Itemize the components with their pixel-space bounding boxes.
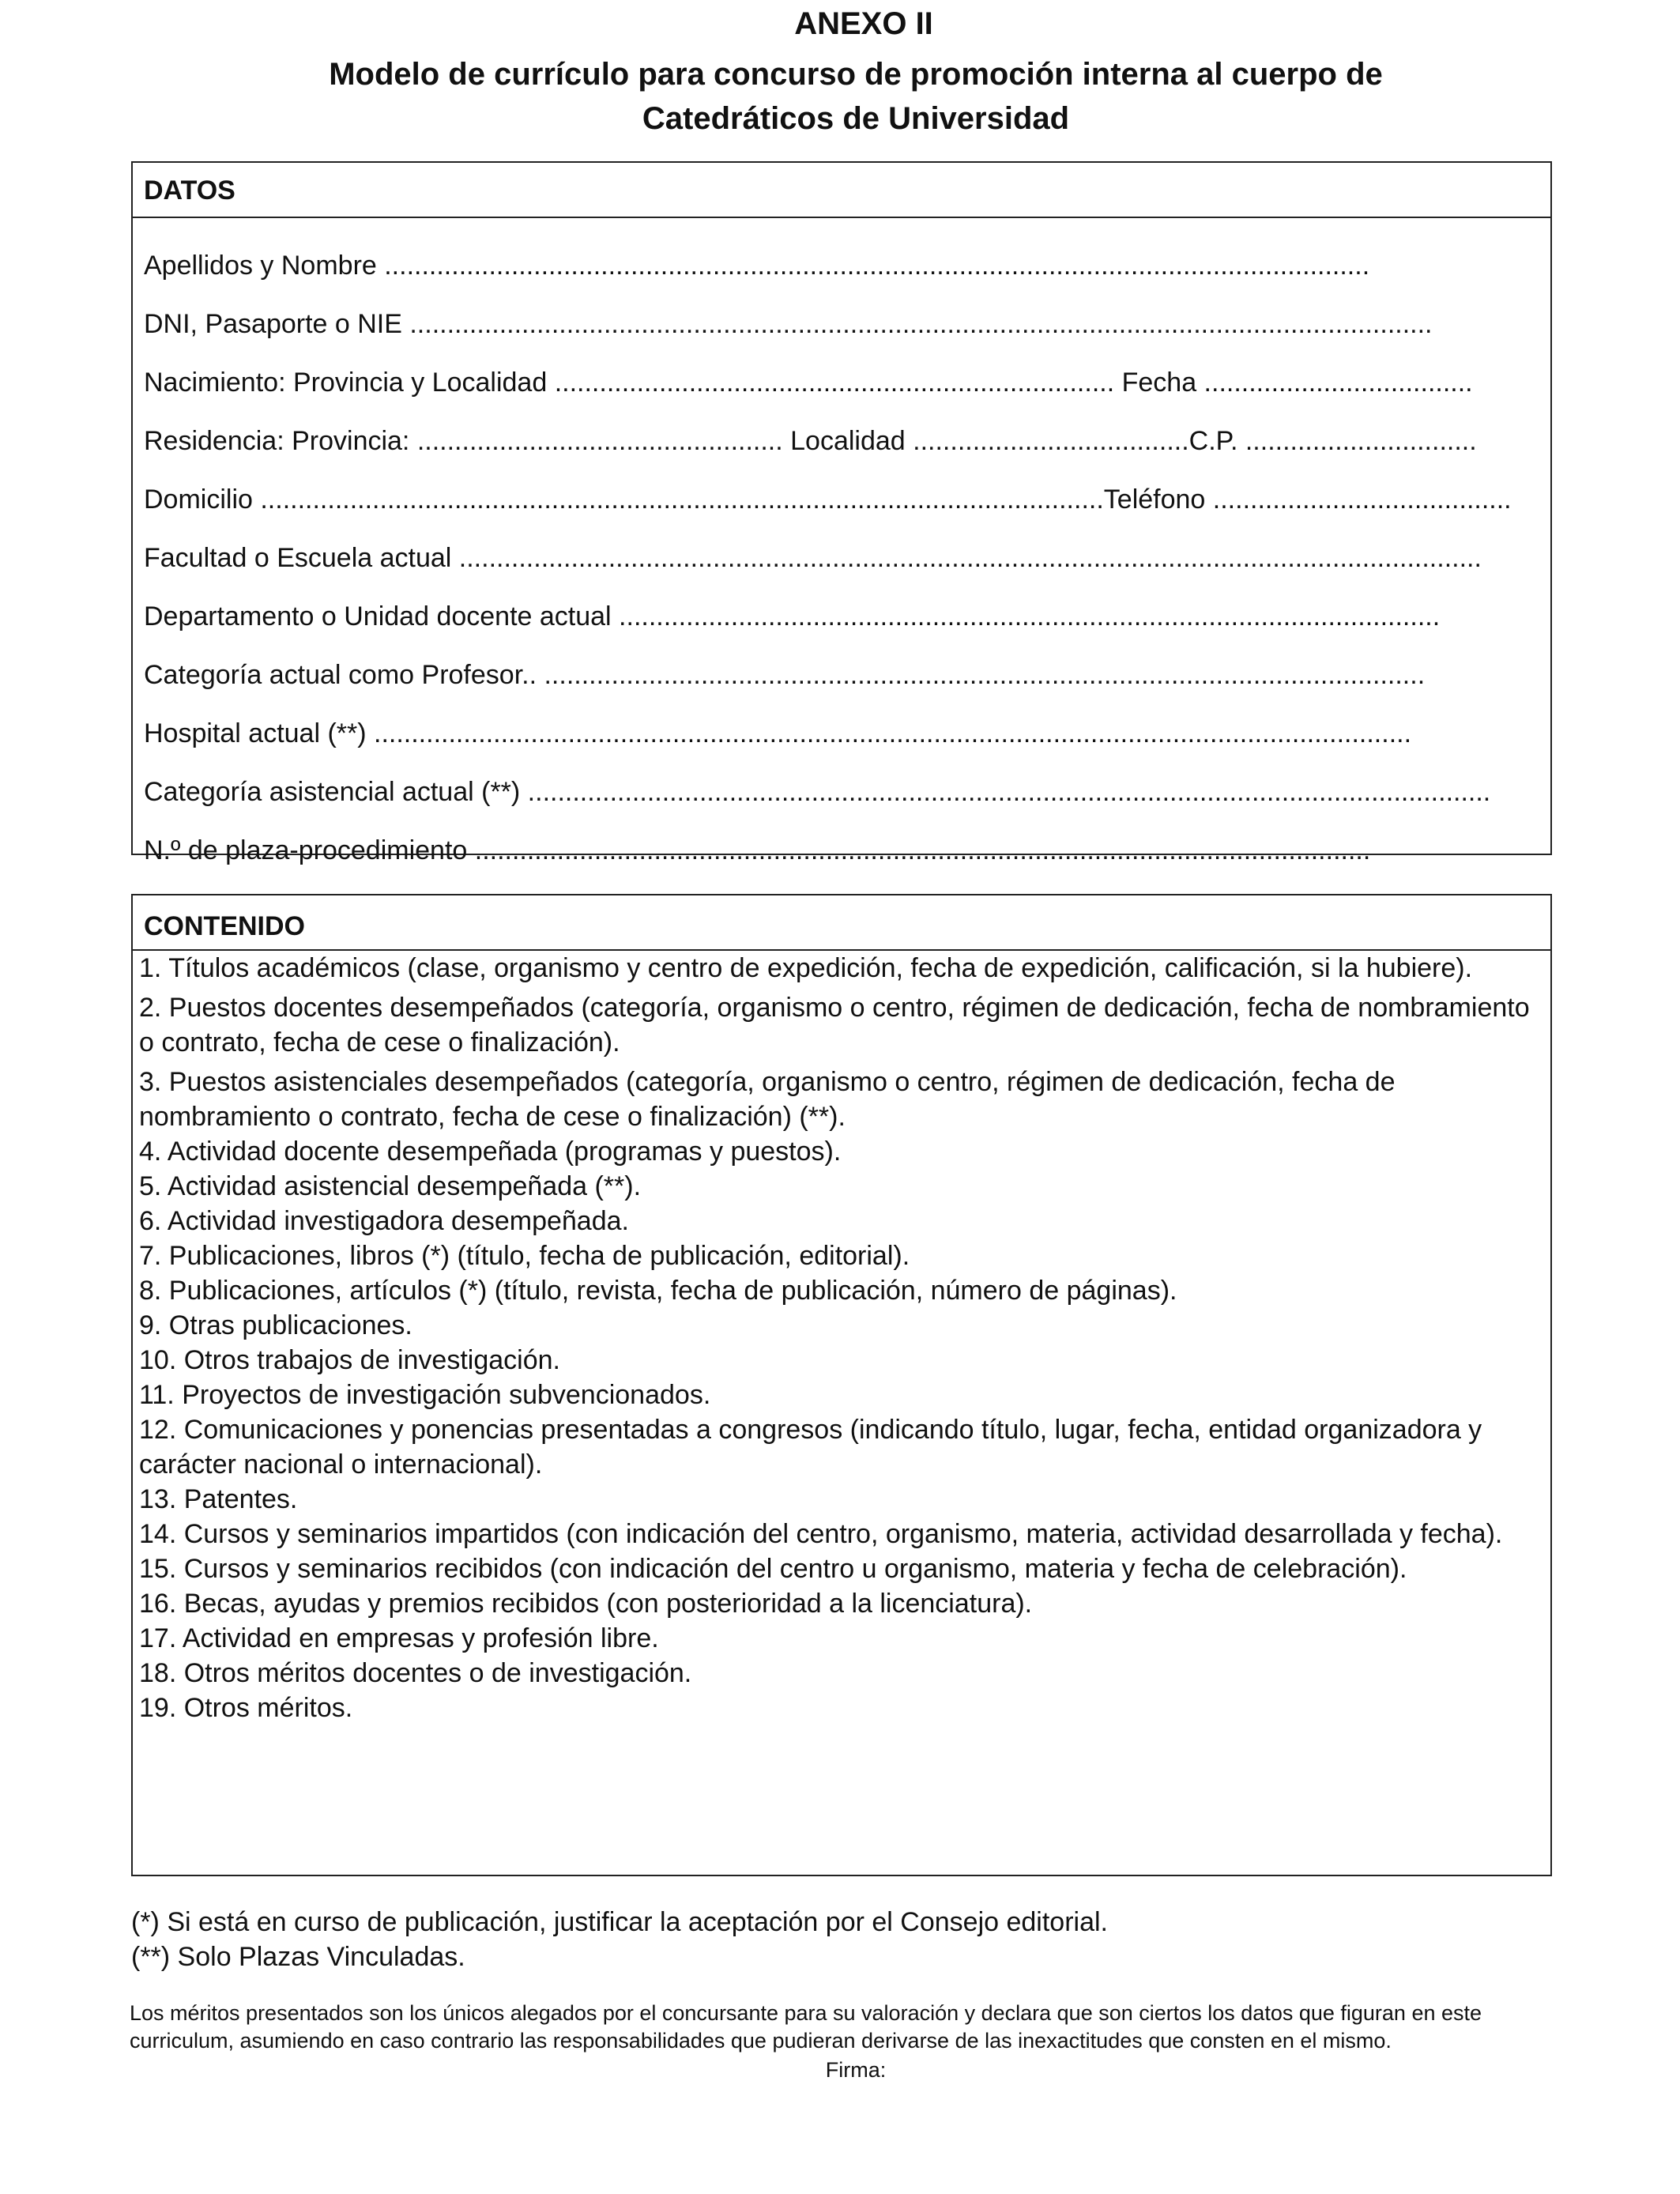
list-item: 7. Publicaciones, libros (*) (título, fecha de publicación, editorial). (139, 1241, 910, 1271)
list-item: 6. Actividad investigadora desempeñada. (139, 1206, 629, 1236)
list-item: 17. Actividad en empresas y profesión libre. (139, 1623, 659, 1653)
subtitle-line-1: Modelo de currículo para concurso de promoción interna al cuerpo de (329, 57, 1383, 92)
contenido-header: CONTENIDO (133, 895, 1550, 951)
field-apellidos-nombre: Apellidos y Nombre .................................................................................................................................... (144, 251, 1370, 281)
list-item: 10. Otros trabajos de investigación. (139, 1345, 560, 1375)
list-item: 5. Actividad asistencial desempeñada (**). (139, 1171, 642, 1201)
field-dni: DNI, Pasaporte o NIE ......................................................................................................................................... (144, 309, 1433, 339)
list-item: 12. Comunicaciones y ponencias presentadas a congresos (indicando título, lugar, fecha, entidad organizadora y carácter nacional o internacional). (139, 1415, 1482, 1480)
list-item: 11. Proyectos de investigación subvencionados. (139, 1380, 711, 1410)
datos-section (131, 161, 1552, 865)
list-item: 3. Puestos asistenciales desempeñados (categoría, organismo o centro, régimen de dedicación, fecha de nombramiento o contrato, fecha de cese o finalización) (**). (139, 1067, 1396, 1132)
signature-label: Firma: (825, 2058, 887, 2082)
contenido-section (131, 894, 1552, 1876)
field-categoria-profesor: Categoría actual como Profesor.. ...................................................................................................................... (144, 660, 1426, 690)
list-item: 13. Patentes. (139, 1484, 298, 1514)
field-departamento: Departamento o Unidad docente actual .............................................................................................................. (144, 601, 1441, 631)
field-nacimiento: Nacimiento: Provincia y Localidad ........................................................................... Fecha .................................... (144, 368, 1473, 398)
list-item: 4. Actividad docente desempeñada (programas y puestos). (139, 1137, 842, 1167)
document-subtitle (0, 52, 1680, 141)
footnote-publication: (*) Si está en curso de publicación, justificar la aceptación por el Consejo editorial. (131, 1907, 1108, 1937)
field-domicilio: Domicilio .................................................................................................................Teléfono ........................................ (144, 484, 1512, 515)
annex-title: ANEXO II (794, 6, 933, 41)
list-item: 14. Cursos y seminarios impartidos (con indicación del centro, organismo, materia, actividad desarrollada y fecha). (139, 1519, 1503, 1549)
field-hospital: Hospital actual (**) ........................................................................................................................................... (144, 718, 1412, 748)
datos-header: DATOS (133, 163, 1550, 218)
field-residencia: Residencia: Provincia: ................................................. Localidad .....................................C.P. ............................... (144, 426, 1477, 456)
subtitle-line-2: Catedráticos de Universidad (642, 101, 1070, 136)
list-item: 1. Títulos académicos (clase, organismo y centro de expedición, fecha de expedición, calificación, si la hubiere). (139, 953, 1473, 983)
contenido-list (133, 951, 1550, 1725)
list-item: 15. Cursos y seminarios recibidos (con indicación del centro u organismo, materia y fecha de celebración). (139, 1554, 1407, 1584)
field-facultad: Facultad o Escuela actual ......................................................................................................................................... (144, 543, 1482, 573)
field-plaza-procedimiento: N.º de plaza-procedimiento ........................................................................................................................ (144, 835, 1371, 865)
list-item: 8. Publicaciones, artículos (*) (título, revista, fecha de publicación, número de páginas). (139, 1276, 1177, 1306)
list-item: 9. Otras publicaciones. (139, 1310, 412, 1340)
list-item: 18. Otros méritos docentes o de investigación. (139, 1658, 692, 1688)
list-item: 19. Otros méritos. (139, 1693, 353, 1723)
list-item: 2. Puestos docentes desempeñados (categoría, organismo o centro, régimen de dedicación, fecha de nombramiento o contrato, fecha de cese o finalización). (139, 993, 1530, 1057)
footnote-plazas-vinculadas: (**) Solo Plazas Vinculadas. (131, 1942, 465, 1972)
field-categoria-asistencial: Categoría asistencial actual (**) ................................................................................................................................. (144, 777, 1491, 807)
list-item: 16. Becas, ayudas y premios recibidos (con posterioridad a la licenciatura). (139, 1589, 1033, 1619)
declaration-text: Los méritos presentados son los únicos alegados por el concursante para su valoración y declara que son ciertos los datos que figuran en este curriculum, asumiendo en caso contrario las responsabilidades que pudieran derivarse de las inexactitudes que consten en el mismo. (130, 2001, 1482, 2053)
footnotes (131, 1905, 1108, 1974)
